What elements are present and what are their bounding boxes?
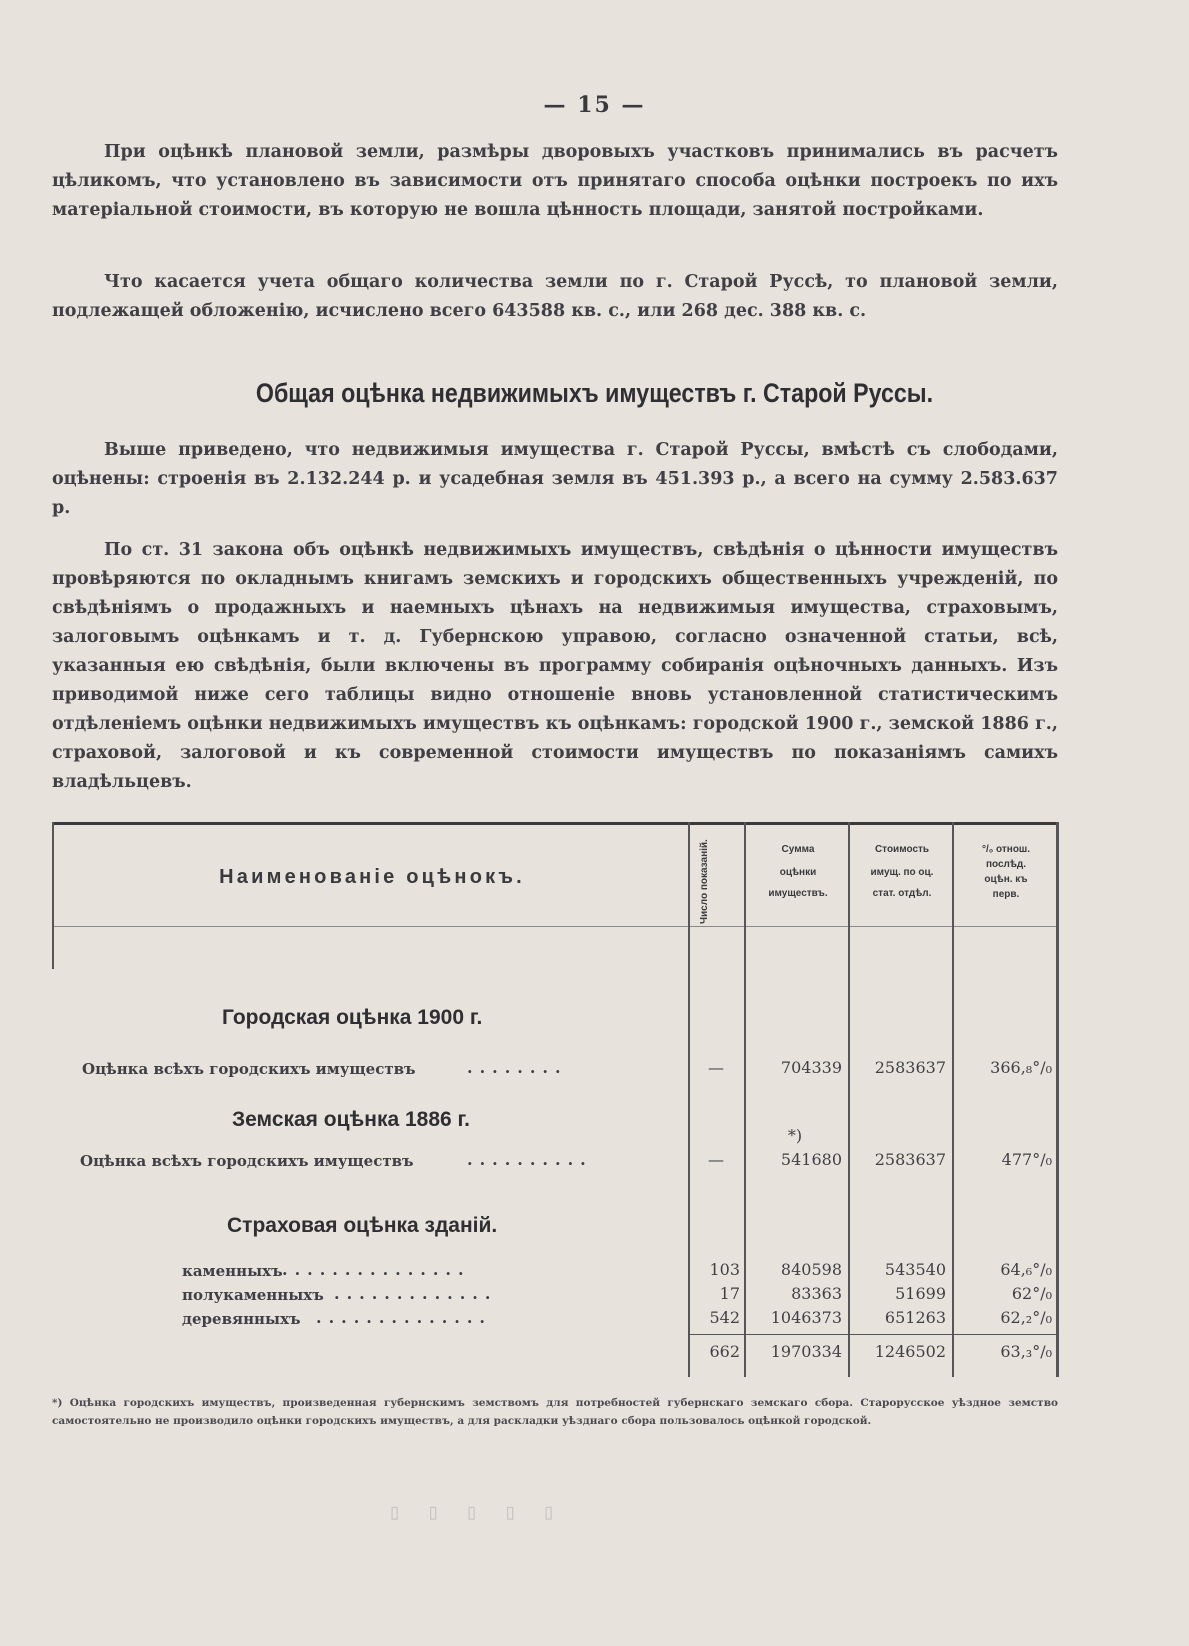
row-wooden-sum: 1046373 [770,1308,842,1327]
row-city-cost: 2583637 [874,1058,946,1077]
total-rule [688,1334,1058,1335]
col-count-header: Число показаній. [699,839,710,924]
col-cost-line-3: стат. отдѣл. [872,888,932,899]
row-zemstvo-pct: 477°/₀ [1001,1150,1052,1169]
col-cost-line-1: Стоимость [874,844,930,855]
col-sum-header [748,842,848,901]
left-border [52,822,54,969]
header-bottom-rule [52,926,1058,927]
col-cost-header [852,842,952,901]
row-zemstvo-sum: 541680 [780,1150,842,1169]
row-dots: ........ [467,1058,568,1077]
col-sum-line-1: Сумма [781,844,815,855]
row-dots: .............. [316,1308,492,1327]
col-pct-header [956,842,1056,902]
section-heading: Общая оцѣнка недвижимыхъ имуществъ г. Старой Руссы. [255,378,934,408]
total-cost: 1246502 [874,1342,946,1361]
row-wooden-count: 542 [709,1308,740,1327]
col-sum-line-2: оцѣнки [779,867,817,878]
row-label-city: Оцѣнка всѣхъ городскихъ имуществъ [82,1060,416,1078]
col-divider-3 [848,822,850,1377]
section-title-zemstvo: Земская оцѣнка 1886 г. [232,1108,471,1131]
paragraph-3: Выше приведено, что недвижимыя имущества г. Старой Руссы, вмѣстѣ съ слободами, оцѣнены: строенія въ 2.132.244 р. и усадебная земля въ 451.393 р., а всего на сумму 2.583.637 р. [52,440,1058,518]
row-semistone-cost: 51699 [895,1284,946,1303]
valuation-table [52,822,1058,1377]
col-pct-line-3: оцѣн. къ [984,874,1028,885]
row-dots: .......... [467,1150,593,1169]
row-stone-cost: 543540 [884,1260,946,1279]
row-dots: ............... [282,1260,471,1279]
col-cost-line-2: имущ. по оц. [870,867,934,878]
total-count: 662 [709,1342,740,1361]
total-sum: 1970334 [770,1342,842,1361]
col-pct-line-1: °/₀ отнош. [981,844,1031,855]
col-divider-4 [952,822,954,1377]
page-number: — 15 — [543,92,646,118]
row-semistone-count: 17 [719,1284,740,1303]
col-pct-line-4: перв. [992,889,1020,900]
paragraph-2: Что касается учета общаго количества земли по г. Старой Руссѣ, то плановой земли, подлежащей обложенію, исчислено всего 643588 кв. с., или 268 дес. 388 кв. с. [52,272,1058,321]
right-border [1056,822,1059,1377]
row-city-pct: 366,₈°/₀ [990,1058,1052,1077]
row-wooden-pct: 62,₂°/₀ [1000,1308,1052,1327]
faded-stamp: ▯ ▯ ▯ ▯ ▯ [388,1500,562,1525]
row-stone-count: 103 [709,1260,740,1279]
row-label-semistone: полукаменныхъ [182,1286,324,1304]
col-pct-line-2: послѣд. [985,859,1027,870]
row-zemstvo-count: — [708,1150,724,1169]
section-title-city: Городская оцѣнка 1900 г. [222,1006,483,1029]
footnote-star: *) [787,1126,803,1145]
footnote: *) Оцѣнка городскихъ имуществъ, произведенная губернскимъ земствомъ для потребностей губернскаго земскаго сбора. Старорусское уѣздное земство самостоятельно не производило оцѣнки городскихъ имуществъ, а для раскладки уѣзднаго сбора пользовалось оцѣнкой городской. [52,1397,1058,1427]
col-sum-line-3: имуществъ. [768,888,828,899]
total-pct: 63,₃°/₀ [1000,1342,1052,1361]
row-label-zemstvo: Оцѣнка всѣхъ городскихъ имуществъ [80,1152,414,1170]
row-semistone-sum: 83363 [791,1284,842,1303]
table-header-name: Наименованіе оцѣнокъ. [219,866,525,888]
row-stone-sum: 840598 [780,1260,842,1279]
row-city-sum: 704339 [780,1058,842,1077]
row-label-wooden: деревянныхъ [182,1310,301,1328]
row-zemstvo-cost: 2583637 [874,1150,946,1169]
paragraph-1: При оцѣнкѣ плановой земли, размѣры дворовыхъ участковъ принимались въ расчетъ цѣликомъ, что установлено въ зависимости отъ принятаго способа оцѣнки построекъ по ихъ матеріальной стоимости, въ которую не вошла цѣнность площади, занятой постройками. [52,142,1058,220]
row-semistone-pct: 62°/₀ [1011,1284,1052,1303]
table-top-rule [52,822,1058,825]
row-label-stone: каменныхъ [182,1262,283,1280]
row-stone-pct: 64,₆°/₀ [1000,1260,1052,1279]
row-wooden-cost: 651263 [884,1308,946,1327]
row-city-count: — [708,1058,724,1077]
row-dots: ............. [334,1284,498,1303]
section-title-insurance: Страховая оцѣнка зданій. [227,1214,498,1237]
paragraph-4: По ст. 31 закона объ оцѣнкѣ недвижимыхъ имуществъ, свѣдѣнія о цѣнности имуществъ провѣряются по окладнымъ книгамъ земскихъ и городскихъ общественныхъ учрежденій, по свѣдѣніямъ о продажныхъ и наемныхъ цѣнахъ на недвижимыя имущества, страховымъ, залоговымъ оцѣнкамъ и т. д. Губернскою управою, согласно означенной статьи, всѣ, указанныя ею свѣдѣнія, были включены въ программу собиранія оцѣночныхъ данныхъ. Изъ приводимой ниже сего таблицы видно отношеніе вновь установленной статистическимъ отдѣленіемъ оцѣнки недвижимыхъ имуществъ къ оцѣнкамъ: городской 1900 г., земской 1886 г., страховой, залоговой и къ современной стоимости имуществъ по показаніямъ самихъ владѣльцевъ. [52,540,1058,792]
